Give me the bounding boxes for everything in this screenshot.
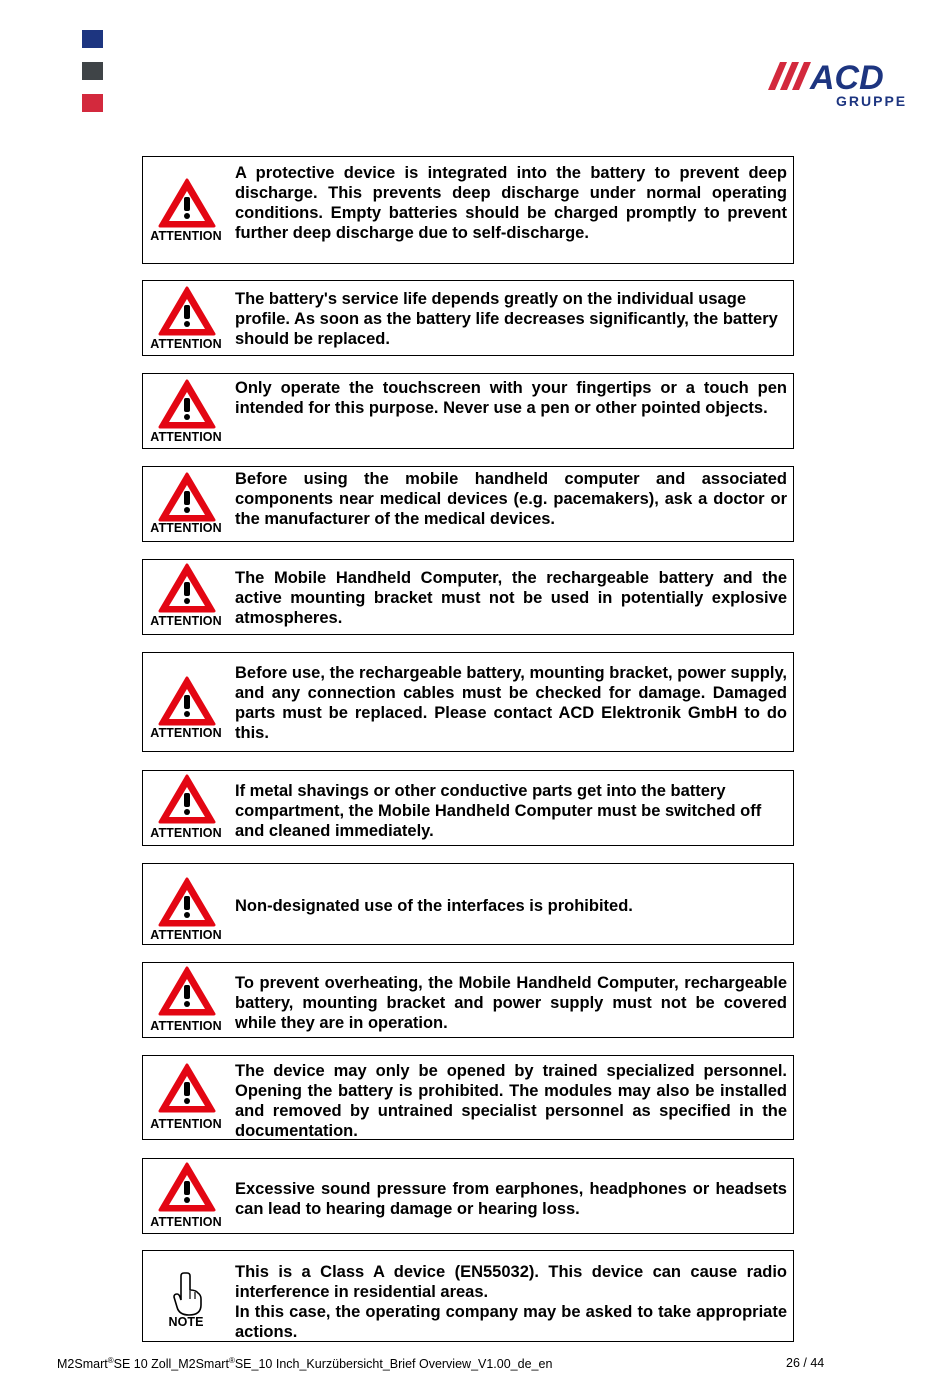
notice-paragraph: This is a Class A device (EN55032). This device can cause radio interference in residential areas. [235,1263,787,1301]
notice-icon-cell [143,963,229,1037]
notice-text [235,163,787,243]
notice-label: ATTENTION [150,229,222,243]
notice-paragraph: The battery's service life depends greatly on the individual usage profile. As soon as the battery life decreases significantly, the battery should be replaced. [235,290,778,348]
notice-paragraph: To prevent overheating, the Mobile Handheld Computer, rechargeable battery, mounting bracket and power supply must not be covered while they are in operation. [235,974,787,1032]
notice-icon-cell [143,157,229,263]
notice-paragraph: A protective device is integrated into the battery to prevent deep discharge. This prevents deep discharge under normal operating conditions. Empty batteries should be charged promptly to prevent further deep discharge due to self-discharge. [235,164,787,242]
attention-box [142,373,794,449]
notice-label: ATTENTION [150,928,222,942]
attention-box [142,652,794,752]
notice-icon-cell [143,864,229,944]
brand-square-gray [82,62,103,80]
notice-text [235,896,787,916]
notice-label: ATTENTION [150,337,222,351]
notice-paragraph: If metal shavings or other conductive parts get into the battery compartment, the Mobile Handheld Computer must be switched off and cleaned immediately. [235,782,762,840]
notice-text [235,568,787,628]
warning-triangle-icon [157,177,217,229]
notice-icon-cell [143,653,229,751]
notice-paragraph: Before use, the rechargeable battery, mounting bracket, power supply, and any connection cables must be checked for damage. Damaged parts must be replaced. Please contact ACD Elektronik GmbH to do this. [235,664,787,742]
notice-label: ATTENTION [150,1019,222,1033]
notice-label: ATTENTION [150,826,222,840]
notice-label: ATTENTION [150,521,222,535]
notice-icon-cell [143,560,229,634]
notice-label: NOTE [168,1315,204,1329]
notice-icon-cell [143,771,229,845]
warning-triangle-icon [157,562,217,614]
attention-box [142,156,794,264]
notice-icon-cell [143,1159,229,1233]
warning-triangle-icon [157,471,217,523]
notice-text [235,663,787,743]
pointing-hand-icon [157,1267,217,1319]
notice-paragraph: Only operate the touchscreen with your fingertips or a touch pen intended for this purpose. Never use a pen or other pointed objects. [235,379,787,417]
notice-text [235,289,787,349]
warning-triangle-icon [157,1062,217,1114]
acd-gruppe-logo [766,48,920,114]
notice-text [235,973,787,1033]
notice-icon-cell [143,467,229,541]
attention-box [142,962,794,1038]
notice-paragraph: In this case, the operating company may be asked to take appropriate actions. [235,1303,787,1341]
notice-paragraph: Non-designated use of the interfaces is prohibited. [235,897,633,915]
warning-triangle-icon [157,675,217,727]
warning-triangle-icon [157,1161,217,1213]
notice-label: ATTENTION [150,1215,222,1229]
warning-triangle-icon [157,378,217,430]
warning-triangle-icon [157,773,217,825]
notice-text [235,378,787,418]
attention-box [142,559,794,635]
warning-triangle-icon [157,965,217,1017]
footer-page-number: 26 / 44 [786,1356,825,1370]
notice-label: ATTENTION [150,1117,222,1131]
attention-box [142,770,794,846]
notice-icon-cell [143,374,229,448]
brand-square-red [82,94,103,112]
attention-box [142,1158,794,1234]
notice-text [235,1179,787,1219]
attention-box [142,280,794,356]
notice-paragraph: Before using the mobile handheld computer and associated components near medical devices (e.g. pacemakers), ask a doctor or the manufacturer of the medical devices. [235,470,787,528]
attention-box [142,466,794,542]
notice-icon-cell [143,281,229,355]
warning-triangle-icon [157,876,217,928]
footer-document-title: M2Smart®SE 10 Zoll_M2Smart®SE_10 Inch_Kurzübersicht_Brief Overview_V1.00_de_en [57,1356,553,1372]
notice-text [235,469,787,529]
warning-triangle-icon [157,285,217,337]
notice-paragraph: The Mobile Handheld Computer, the rechargeable battery and the active mounting bracket must not be used in potentially explosive atmospheres. [235,569,787,627]
svg-text:GRUPPE: GRUPPE [836,93,908,109]
notice-label: ATTENTION [150,614,222,628]
notice-text [235,1262,787,1342]
brand-square-blue [82,30,103,48]
notice-label: ATTENTION [150,430,222,444]
notice-label: ATTENTION [150,726,222,740]
notice-paragraph: The device may only be opened by trained specialized personnel. Opening the battery is prohibited. The modules may also be installed and removed by untrained specialist personnel as specified in the documentation. [235,1062,787,1140]
note-box [142,1250,794,1342]
notice-text [235,1061,787,1141]
attention-box [142,1055,794,1140]
attention-box [142,863,794,945]
notice-icon-cell [143,1056,229,1139]
notice-icon-cell [143,1251,229,1341]
svg-text:ACD: ACD [810,59,884,97]
notice-text [235,781,787,841]
notice-paragraph: Excessive sound pressure from earphones, headphones or headsets can lead to hearing damage or hearing loss. [235,1180,787,1218]
